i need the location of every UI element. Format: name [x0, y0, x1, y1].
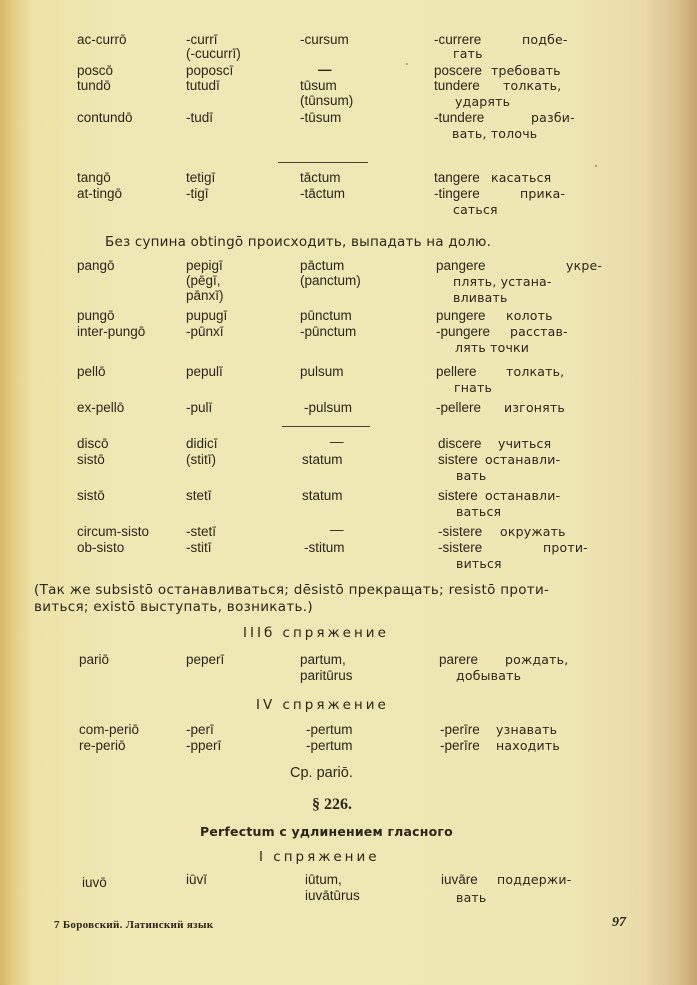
perfect-variant: pānxī): [186, 288, 224, 303]
present-form: com-periō: [79, 722, 140, 737]
present-form: circum-sisto: [77, 524, 150, 539]
perfect-form: -tigī: [186, 186, 209, 201]
perfect-variant: (pēgī,: [186, 273, 221, 288]
supine-form: -pertum: [306, 738, 353, 753]
future-participle: iuvātūrus: [305, 888, 360, 903]
perfect-form: -currī: [186, 32, 218, 47]
divider-rule: [278, 162, 368, 163]
future-participle: paritūrus: [300, 668, 353, 683]
heading-conjugation-1: I спряжение: [259, 849, 380, 865]
perfect-form: pupugī: [186, 308, 228, 323]
gloss: проти-: [543, 540, 588, 555]
gloss: касаться: [491, 170, 552, 185]
infinitive: discere: [438, 436, 482, 451]
supine-form: -cursum: [300, 32, 349, 47]
heading-conjugation-3b: IIIб спряжение: [243, 625, 389, 641]
footer-signature: 7 Боровский. Латинский язык: [54, 919, 214, 931]
present-form: tundō: [77, 78, 111, 93]
present-form: sistō: [77, 452, 105, 467]
gloss: окружать: [500, 524, 566, 539]
gloss: поддержи-: [497, 872, 572, 887]
present-form: pangō: [77, 258, 115, 273]
gloss: учиться: [498, 436, 552, 451]
supine-form: -pulsum: [304, 400, 353, 415]
infinitive: -perīre: [440, 722, 480, 737]
gloss: разби-: [531, 110, 575, 125]
gloss: находить: [496, 738, 560, 753]
supine-form: iūtum,: [305, 872, 342, 887]
perfect-form: tetigī: [186, 170, 216, 185]
infinitive: -sistere: [438, 540, 483, 555]
perfect-form: pepigī: [186, 258, 223, 273]
perfect-form: poposcī: [186, 63, 234, 78]
gloss-continued: вать: [456, 890, 487, 905]
infinitive: tangere: [434, 170, 480, 185]
gloss: останавли-: [485, 452, 561, 467]
present-form: sistō: [77, 488, 105, 503]
supine-form: -pūnctum: [300, 324, 357, 339]
gloss: изгонять: [504, 400, 565, 415]
gloss: толкать,: [503, 78, 562, 93]
supine-form: pulsum: [300, 364, 344, 379]
perfect-form: pepulī: [186, 364, 223, 379]
note-sisto-line1: (Так же subsistō останавливаться; dēsistō прекращать; resistō проти-: [34, 582, 550, 598]
infinitive: pellere: [436, 364, 477, 379]
scan-speck: [406, 63, 408, 65]
supine-form: tūsum: [300, 78, 337, 93]
perfect-form: -stitī: [186, 540, 212, 555]
supine-form: -pertum: [306, 722, 353, 737]
perfect-form: didicī: [186, 436, 218, 451]
present-form: poscō: [77, 63, 114, 78]
supine-form: pāctum: [300, 258, 345, 273]
present-form: ac-currō: [77, 32, 127, 47]
gloss: колоть: [506, 308, 553, 323]
supine-form: tāctum: [300, 170, 341, 185]
gloss-continued: вать: [456, 468, 487, 483]
gloss-continued: лять точки: [455, 340, 530, 355]
perfect-form: stetī: [186, 488, 212, 503]
gloss-continued: ударять: [455, 94, 511, 109]
infinitive: -pellere: [436, 400, 482, 415]
note-sisto-line2: виться; existō выступать, возникать.): [34, 599, 313, 615]
note-cf: Ср. pariō.: [290, 765, 353, 781]
perfect-variant: (-cucurrī): [186, 46, 241, 61]
infinitive: pungere: [436, 308, 486, 323]
present-form: inter-pungō: [77, 324, 146, 339]
perfect-form: -pūnxī: [186, 324, 224, 339]
infinitive: parere: [439, 652, 479, 667]
perfect-form: peperī: [186, 652, 225, 667]
present-form: contundō: [77, 110, 133, 125]
perfect-form: -pulī: [186, 400, 213, 415]
infinitive: -tingere: [434, 186, 480, 201]
infinitive: pangere: [436, 258, 486, 273]
gloss-continued: саться: [453, 202, 498, 217]
gloss: требовать: [491, 63, 561, 78]
supine-variant: (panctum): [300, 273, 361, 288]
page-number: 97: [612, 915, 626, 930]
supine-dash: —: [318, 62, 332, 77]
supine-form: statum: [302, 452, 343, 467]
gloss-continued: вливать: [453, 290, 508, 305]
present-form: pariō: [79, 652, 110, 667]
gloss-continued: ваться: [456, 504, 502, 519]
infinitive: poscere: [434, 63, 483, 78]
present-form: pellō: [77, 364, 106, 379]
gloss: расстав-: [510, 324, 568, 339]
present-form: ob-sisto: [77, 540, 125, 555]
supine-form: statum: [302, 488, 343, 503]
supine-form: -tūsum: [300, 110, 342, 125]
present-form: tangō: [77, 170, 111, 185]
gloss: подбе-: [522, 32, 568, 47]
infinitive: tundere: [434, 78, 480, 93]
present-form: pungō: [77, 308, 115, 323]
perfect-form: tutudī: [186, 78, 220, 93]
infinitive: sistere: [438, 452, 478, 467]
note-obtingo: Без супина obtingō происходить, выпадать на долю.: [105, 234, 492, 250]
infinitive: -pungere: [436, 324, 491, 339]
infinitive: iuvāre: [441, 872, 478, 887]
gloss-continued: виться: [456, 556, 502, 571]
infinitive: -perīre: [440, 738, 480, 753]
gloss-continued: плять, устана-: [453, 274, 552, 289]
present-form: discō: [77, 436, 109, 451]
infinitive: sistere: [438, 488, 478, 503]
perfect-form: -perī: [186, 722, 214, 737]
supine-form: -stitum: [304, 540, 345, 555]
gloss-continued: гать: [453, 46, 483, 61]
gloss: укре-: [566, 258, 603, 273]
gloss: толкать,: [506, 364, 565, 379]
perfect-form: -stetī: [186, 524, 217, 539]
supine-variant: (tūnsum): [300, 93, 354, 108]
scan-speck: [595, 165, 597, 167]
perfect-form: -tudī: [186, 110, 214, 125]
present-form: iuvō: [82, 875, 107, 890]
supine-form: partum,: [300, 652, 346, 667]
gloss-continued: вать, толочь: [452, 126, 538, 141]
supine-dash: —: [330, 434, 344, 449]
infinitive: -sistere: [438, 524, 483, 539]
infinitive: -currere: [434, 32, 482, 47]
gloss: прика-: [520, 186, 566, 201]
present-form: ex-pellō: [77, 400, 125, 415]
gloss-continued: добывать: [456, 668, 522, 683]
present-form: at-tingō: [77, 186, 123, 201]
section-number: § 226.: [312, 796, 352, 813]
perfect-form: iūvī: [186, 872, 208, 887]
gloss-continued: гнать: [454, 380, 493, 395]
perfect-form: -pperī: [186, 738, 222, 753]
gloss: узнавать: [496, 722, 558, 737]
section-title: Perfectum с удлинением гласного: [200, 824, 453, 839]
gloss: останавли-: [485, 488, 561, 503]
infinitive: -tundere: [434, 110, 485, 125]
supine-form: pūnctum: [300, 308, 352, 323]
present-form: re-periō: [79, 738, 126, 753]
supine-dash: —: [330, 522, 344, 537]
perfect-form: (stitī): [186, 452, 216, 467]
heading-conjugation-4: IV спряжение: [256, 697, 389, 713]
supine-form: -tāctum: [300, 186, 346, 201]
gloss: рождать,: [505, 652, 569, 667]
divider-rule: [282, 426, 370, 427]
